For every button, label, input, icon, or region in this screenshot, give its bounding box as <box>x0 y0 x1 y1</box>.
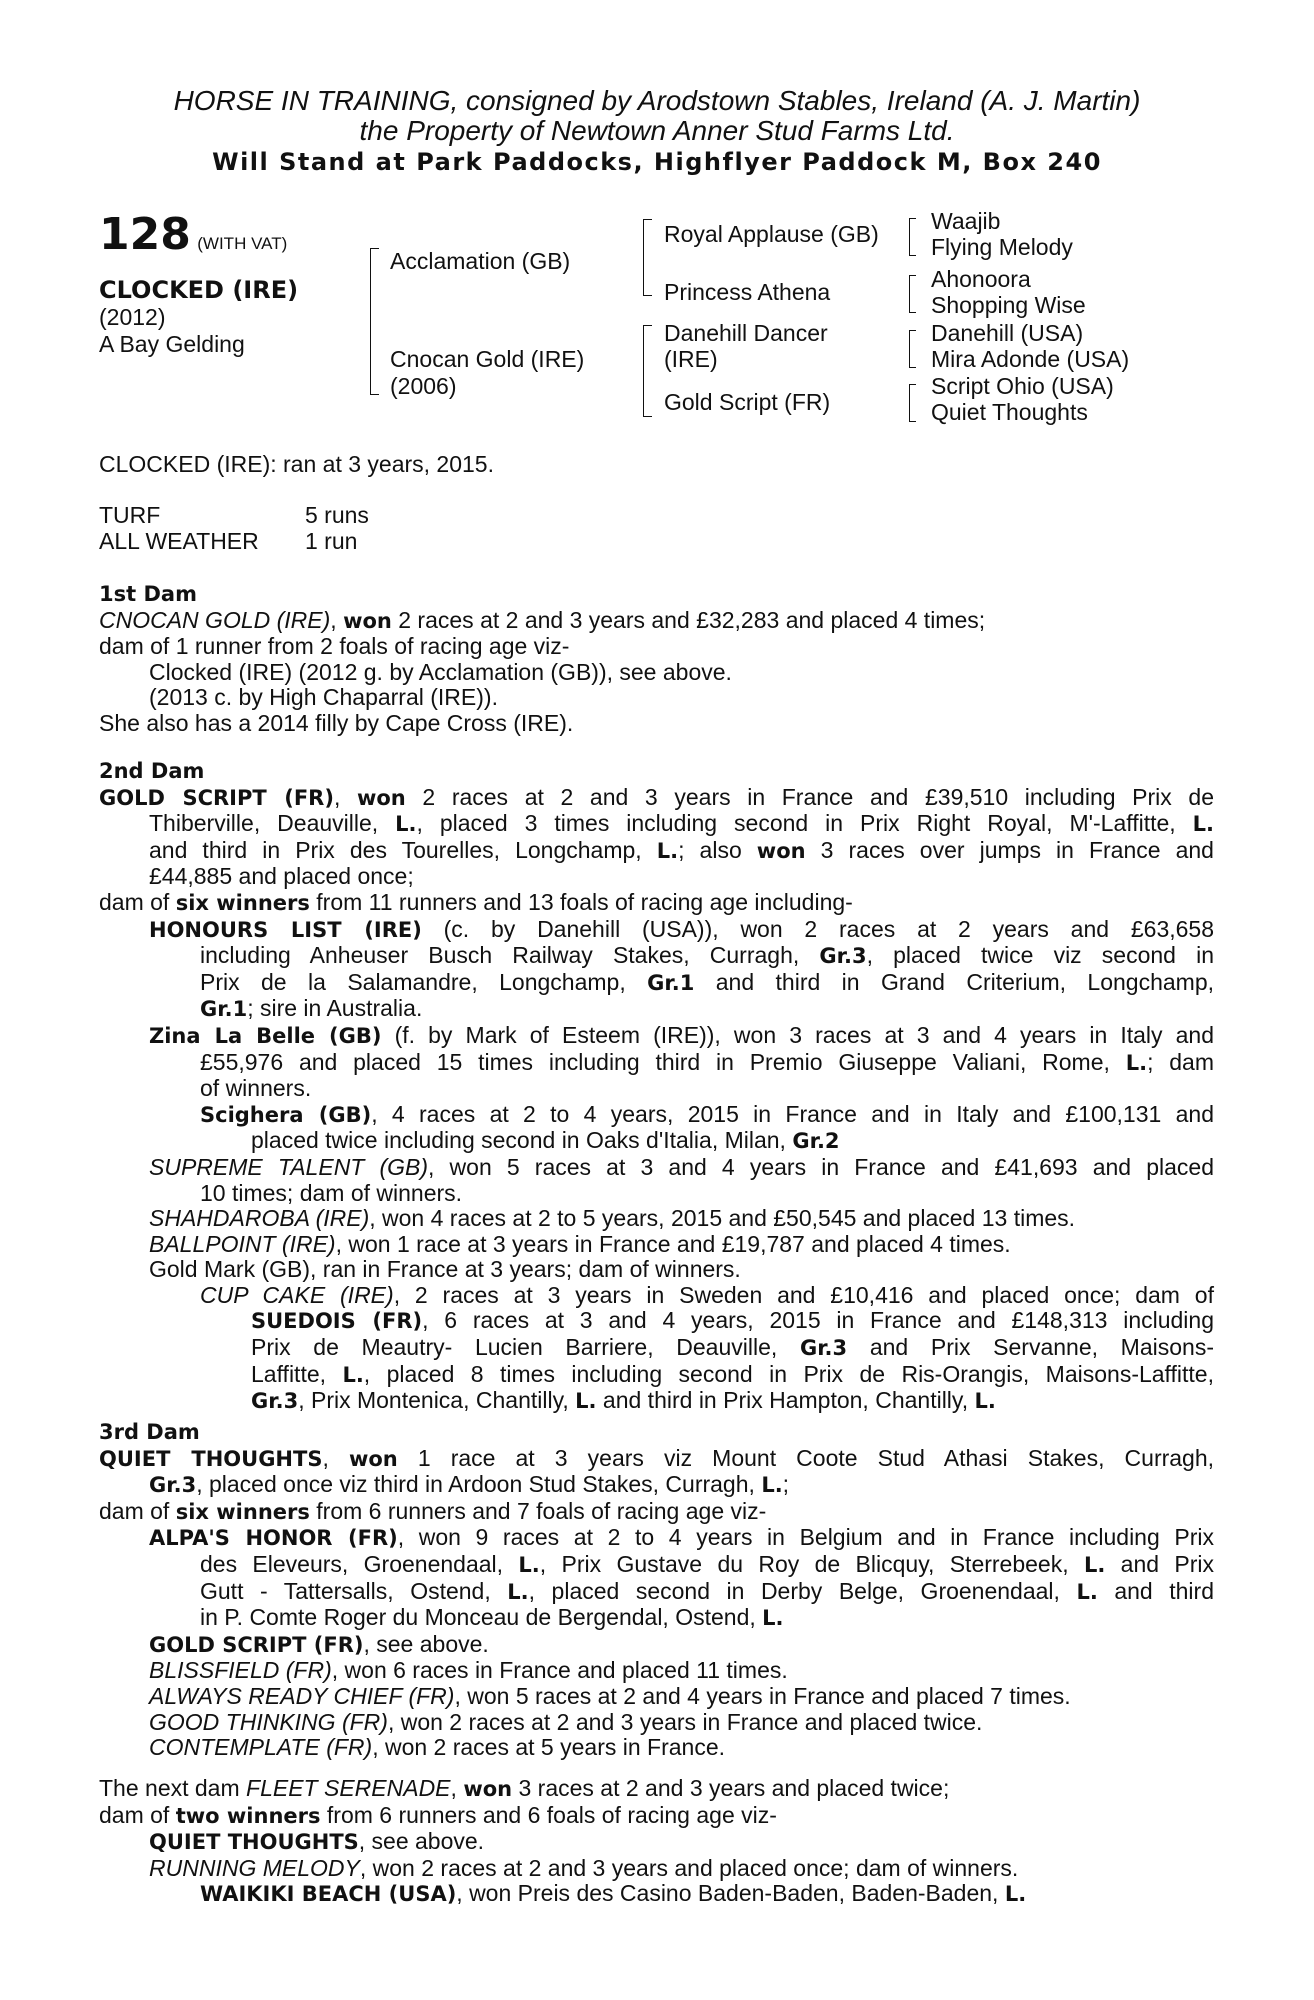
horse-italic: SHAHDAROBA (IRE) <box>149 1205 370 1232</box>
para-line <box>99 1023 1214 1050</box>
text: Thiberville, Deauville, <box>149 810 396 837</box>
won-label: won <box>756 838 806 863</box>
stats-surface: TURF <box>99 502 161 528</box>
text: placed twice including second in Oaks d'Italia, Milan, <box>251 1127 793 1154</box>
listed-mark: L. <box>342 1362 364 1387</box>
won-label: won <box>343 608 392 633</box>
para-line <box>99 996 1214 1023</box>
text: , won 2 races at 2 and 3 years in France and placed twice. <box>387 1708 983 1735</box>
para-line <box>99 1102 1214 1129</box>
ped-dss: Danehill (USA) <box>931 320 1084 346</box>
text: , see above. <box>363 1630 489 1657</box>
para-line <box>99 811 1214 838</box>
listed-mark: L. <box>1076 1579 1098 1604</box>
text: and Prix Servanne, Maisons- <box>847 1334 1214 1361</box>
text: and third in Prix des Tourelles, Longchamp, <box>149 836 657 863</box>
first-dam-section <box>99 582 1214 737</box>
para-line <box>99 1710 1214 1736</box>
text: , <box>333 783 357 810</box>
sire-sire: Royal Applause (GB) <box>664 221 879 247</box>
lot-number-row <box>99 209 288 260</box>
won-label: won <box>348 1446 398 1471</box>
para-line <box>99 917 1214 944</box>
ped-sss: Waajib <box>931 208 1001 234</box>
third-dam-section <box>99 1420 1214 1761</box>
horse-italic: CONTEMPLATE (FR) <box>149 1734 373 1761</box>
para-line <box>99 1155 1214 1181</box>
listed-mark: L. <box>761 1473 783 1498</box>
para-line: of winners. <box>200 1075 312 1102</box>
text: (f. by Mark of Esteem (IRE)), won 3 races at 3 and 4 years in Italy and <box>381 1021 1215 1048</box>
pedigree-brace-3c <box>909 330 916 368</box>
ped-sds: Ahonoora <box>931 266 1031 292</box>
text: and third <box>1097 1577 1214 1604</box>
para-line: £44,885 and placed once; <box>149 863 414 890</box>
horse-bold: QUIET THOUGHTS <box>149 1830 359 1855</box>
pedigree-brace-1 <box>370 248 379 395</box>
horse-italic: BALLPOINT (IRE) <box>149 1230 336 1257</box>
horse-bold: Zina La Belle (GB) <box>149 1023 382 1048</box>
horse-italic: FLEET SERENADE <box>246 1775 451 1801</box>
stats-runs: 5 runs <box>305 502 369 528</box>
text: , placed twice viz second in <box>866 942 1215 969</box>
dam-sire-line2: (IRE) <box>664 346 718 372</box>
dam-year: (2006) <box>390 373 457 399</box>
text: 1 race at 3 years viz Mount Coote Stud Athasi Stakes, Curragh, <box>397 1444 1215 1471</box>
text: , <box>450 1775 464 1801</box>
para-line <box>99 970 1214 997</box>
text: and third in Prix Hampton, Chantilly, <box>596 1387 975 1414</box>
sire-dam: Princess Athena <box>664 279 831 305</box>
para-line <box>99 838 1214 865</box>
horse-bold: SUEDOIS (FR) <box>251 1309 423 1334</box>
pedigree-brace-3b <box>909 275 916 313</box>
horse-italic: SUPREME TALENT (GB) <box>149 1153 429 1180</box>
text: , see above. <box>358 1828 485 1855</box>
para-line <box>99 1308 1214 1335</box>
horse-bold: Scighera (GB) <box>200 1102 372 1127</box>
next-dam-section <box>99 1776 1214 1908</box>
lot-number: 128 <box>99 209 191 260</box>
group-mark: Gr.1 <box>647 970 695 995</box>
first-dam-heading: 1st Dam <box>99 582 197 606</box>
ped-dsd: Mira Adonde (USA) <box>931 346 1130 372</box>
text: , placed 3 times including second in Prix Right Royal, M'-Laffitte, <box>416 810 1193 837</box>
text: from 11 runners and 13 foals of racing age including- <box>309 888 853 915</box>
para-line <box>99 1050 1214 1077</box>
listed-mark: L. <box>974 1389 996 1414</box>
para-line <box>99 1552 1214 1579</box>
text: , placed once viz third in Ardoon Stud Stakes, Curragh, <box>196 1471 762 1498</box>
para-line <box>99 1472 1214 1499</box>
first-dam-line <box>99 608 1214 635</box>
para-line <box>99 1632 1214 1659</box>
para-line <box>99 1499 1214 1526</box>
group-mark: Gr.2 <box>792 1129 840 1154</box>
stats-row <box>99 529 369 555</box>
group-mark: Gr.3 <box>149 1473 197 1498</box>
para-line: Gold Mark (GB), ran in France at 3 years; dam of winners. <box>149 1256 741 1283</box>
listed-mark: L. <box>1192 812 1214 837</box>
produce-entry: Clocked (IRE) (2012 g. by Acclamation (GB)), see above. <box>149 658 732 685</box>
produce-entry: (2013 c. by High Chaparral (IRE)). <box>149 684 498 711</box>
listed-mark: L. <box>1004 1882 1027 1907</box>
listed-mark: L. <box>1125 1050 1148 1075</box>
para-line <box>99 1829 1214 1856</box>
para-line <box>99 1283 1214 1309</box>
first-dam-produce-summary: dam of 1 runner from 2 foals of racing age viz- <box>99 633 570 660</box>
consignor-line: HORSE IN TRAINING, consigned by Arodstown Stables, Ireland (A. J. Martin) <box>173 85 1141 116</box>
ped-sdd: Shopping Wise <box>931 292 1086 318</box>
para-line <box>99 1776 1214 1803</box>
text: 3 races at 2 and 3 years and placed twice; <box>512 1775 950 1801</box>
text: , won 2 races at 5 years in France. <box>372 1734 726 1761</box>
group-mark: Gr.3 <box>251 1389 299 1414</box>
horse-name: CLOCKED (IRE) <box>99 276 299 304</box>
listed-mark: L. <box>507 1579 529 1604</box>
para-line <box>99 1735 1214 1761</box>
won-label: won <box>463 1777 513 1801</box>
text: ; also <box>678 836 757 863</box>
para-line <box>99 943 1214 970</box>
listed-mark: L. <box>656 838 679 863</box>
stats-row <box>99 503 369 529</box>
text: and third in Grand Criterium, Longchamp, <box>694 968 1214 995</box>
para-line <box>99 890 1214 917</box>
text: from 6 runners and 6 foals of racing age viz- <box>320 1801 777 1828</box>
para-line <box>99 1525 1214 1552</box>
pedigree-brace-2a <box>643 219 652 296</box>
text: , <box>330 606 344 633</box>
dam-name: Cnocan Gold (IRE) <box>390 346 585 372</box>
text: , won 9 races at 2 to 4 years in Belgium and in France including Prix <box>397 1524 1214 1551</box>
pedigree-brace-2b <box>643 325 652 417</box>
dam-dam: Gold Script (FR) <box>664 389 831 415</box>
first-dam-name: CNOCAN GOLD (IRE) <box>99 606 331 633</box>
won-label: won <box>356 785 406 810</box>
text: dam of <box>99 1801 176 1828</box>
text: ; sire in Australia. <box>247 995 423 1022</box>
para-line <box>99 1335 1214 1362</box>
group-mark: Gr.3 <box>819 944 867 969</box>
text: , <box>322 1444 349 1471</box>
horse-italic: RUNNING MELODY <box>149 1854 360 1881</box>
horse-bold: QUIET THOUGHTS <box>99 1446 323 1471</box>
para-line <box>99 1232 1214 1258</box>
text: , Prix Gustave du Roy de Blicquy, Sterrebeek, <box>539 1550 1084 1577</box>
para-line <box>99 1206 1214 1232</box>
text: , won 2 races at 2 and 3 years and placed once; dam of winners. <box>359 1854 1019 1881</box>
text: including Anheuser Busch Railway Stakes, Curragh, <box>200 942 820 969</box>
text: 2 races at 2 and 3 years and £32,283 and placed 4 times; <box>391 606 986 633</box>
text: Laffitte, <box>251 1360 343 1387</box>
text: in P. Comte Roger du Monceau de Bergendal, Ostend, <box>200 1604 763 1631</box>
para-line <box>99 1658 1214 1684</box>
dam-sire-line1: Danehill Dancer <box>664 320 828 346</box>
text: dam of <box>99 888 176 915</box>
horse-description: A Bay Gelding <box>99 331 245 357</box>
ped-ddd: Quiet Thoughts <box>931 399 1088 425</box>
horse-year: (2012) <box>99 304 166 330</box>
text: , Prix Montenica, Chantilly, <box>298 1387 576 1414</box>
ped-dds: Script Ohio (USA) <box>931 373 1114 399</box>
first-dam-note: She also has a 2014 filly by Cape Cross (IRE). <box>99 709 574 736</box>
property-line: the Property of Newtown Anner Stud Farms Ltd. <box>359 115 955 146</box>
text: ; <box>782 1471 790 1498</box>
text: and Prix <box>1105 1550 1215 1577</box>
winners-count: two winners <box>175 1803 321 1828</box>
third-dam-heading: 3rd Dam <box>99 1420 200 1444</box>
para-line <box>99 1803 1214 1830</box>
text: , won 1 race at 3 years in France and £19,787 and placed 4 times. <box>335 1230 1011 1257</box>
stand-line: Will Stand at Park Paddocks, Highflyer Paddock M, Box 240 <box>212 148 1102 176</box>
stats-surface: ALL WEATHER <box>99 527 259 554</box>
race-summary: CLOCKED (IRE): ran at 3 years, 2015. <box>99 451 494 477</box>
text: , won 5 races at 2 and 4 years in France and placed 7 times. <box>454 1682 1071 1709</box>
para-line <box>99 1388 1214 1415</box>
text: , placed second in Derby Belge, Groenendaal, <box>528 1577 1077 1604</box>
horse-bold: GOLD SCRIPT (FR) <box>99 785 334 810</box>
text: from 6 runners and 7 foals of racing age viz- <box>309 1497 767 1524</box>
para-line <box>99 785 1214 812</box>
listed-mark: L. <box>1083 1552 1106 1577</box>
text: (c. by Danehill (USA)), won 2 races at 2 years and £63,658 <box>421 915 1214 942</box>
horse-italic: ALWAYS READY CHIEF (FR) <box>149 1682 455 1709</box>
text: , won Preis des Casino Baden-Baden, Baden-Baden, <box>456 1880 1005 1907</box>
text: , placed 8 times including second in Prix de Ris-Orangis, Maisons-Laffitte, <box>363 1360 1214 1387</box>
horse-italic: GOOD THINKING (FR) <box>149 1708 388 1735</box>
horse-bold: HONOURS LIST (IRE) <box>149 917 422 942</box>
winners-count: six winners <box>175 890 310 915</box>
horse-italic: BLISSFIELD (FR) <box>149 1657 332 1684</box>
text: Prix de Meautry- Lucien Barriere, Deauville, <box>251 1334 800 1361</box>
second-dam-heading: 2nd Dam <box>99 759 205 783</box>
para-line <box>99 1856 1214 1882</box>
listed-mark: L. <box>395 812 417 837</box>
race-stats-table <box>99 503 369 554</box>
text: , 6 races at 3 and 4 years, 2015 in France and £148,313 including <box>422 1307 1214 1334</box>
text: 2 races at 2 and 3 years in France and £39,510 including Prix de <box>405 783 1214 810</box>
horse-bold: GOLD SCRIPT (FR) <box>149 1632 364 1657</box>
ped-ssd: Flying Melody <box>931 234 1073 260</box>
text: , won 6 races in France and placed 11 times. <box>331 1657 788 1684</box>
horse-italic: CUP CAKE (IRE) <box>200 1281 394 1308</box>
text: , 2 races at 3 years in Sweden and £10,416 and placed once; dam of <box>393 1281 1214 1308</box>
para-line <box>99 1446 1214 1473</box>
horse-bold: WAIKIKI BEACH (USA) <box>200 1882 457 1907</box>
para-line: 10 times; dam of winners. <box>200 1179 463 1206</box>
group-mark: Gr.1 <box>200 997 248 1022</box>
pedigree-brace-3a <box>909 218 916 256</box>
group-mark: Gr.3 <box>799 1336 848 1361</box>
para-line <box>99 1605 1214 1632</box>
page-header <box>0 86 1314 177</box>
second-dam-section <box>99 759 1214 1415</box>
text: 3 races over jumps in France and <box>805 836 1214 863</box>
text: The next dam <box>99 1775 247 1801</box>
para-line <box>99 1579 1214 1606</box>
listed-mark: L. <box>575 1389 597 1414</box>
text: dam of <box>99 1497 176 1524</box>
text: ; dam <box>1147 1048 1214 1075</box>
listed-mark: L. <box>762 1606 784 1631</box>
para-line <box>99 1684 1214 1710</box>
text: des Eleveurs, Groenendaal, <box>200 1550 519 1577</box>
para-line <box>99 1881 1214 1908</box>
sire: Acclamation (GB) <box>390 248 571 274</box>
text: £55,976 and placed 15 times including third in Premio Giuseppe Valiani, Rome, <box>200 1048 1126 1075</box>
text: , won 5 races at 3 and 4 years in France and £41,693 and placed <box>428 1153 1215 1180</box>
pedigree-brace-3d <box>909 384 916 422</box>
listed-mark: L. <box>518 1552 540 1577</box>
stats-runs: 1 run <box>305 527 358 554</box>
text: , 4 races at 2 to 4 years, 2015 in France and in Italy and £100,131 and <box>371 1100 1214 1127</box>
text: Prix de la Salamandre, Longchamp, <box>200 968 648 995</box>
vat-label: (WITH VAT) <box>197 234 288 253</box>
para-line <box>99 1128 1214 1155</box>
text: , won 4 races at 2 to 5 years, 2015 and £50,545 and placed 13 times. <box>369 1205 1076 1232</box>
horse-bold: ALPA'S HONOR (FR) <box>149 1526 398 1551</box>
para-line <box>99 1362 1214 1389</box>
text: Gutt - Tattersalls, Ostend, <box>200 1577 508 1604</box>
winners-count: six winners <box>175 1499 310 1524</box>
